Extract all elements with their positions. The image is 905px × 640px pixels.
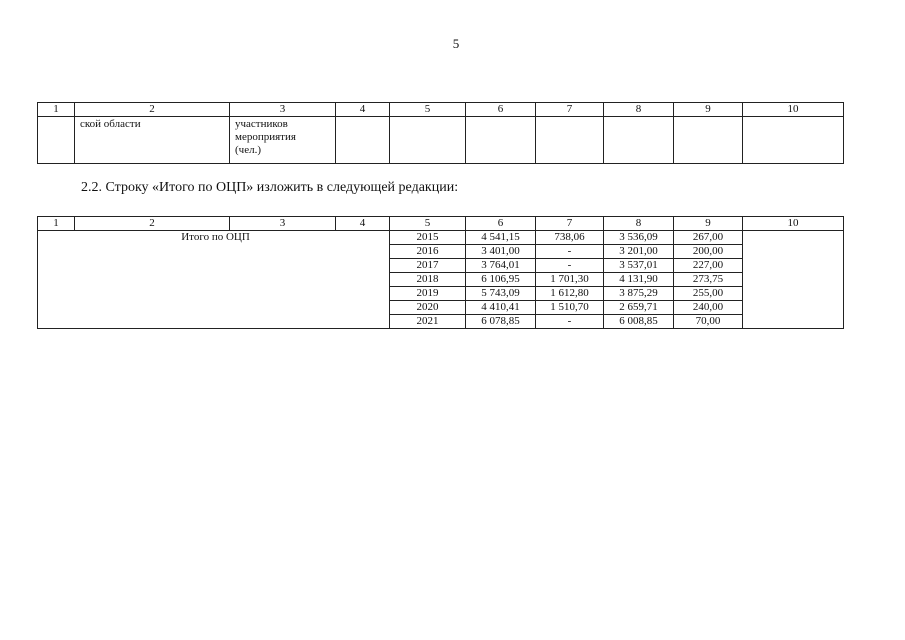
header-cell: 2 <box>75 103 230 117</box>
header-cell: 3 <box>230 103 336 117</box>
value-cell: - <box>536 245 604 259</box>
header-cell: 1 <box>38 103 75 117</box>
header-cell: 4 <box>336 217 390 231</box>
column-number-header <box>38 103 844 117</box>
table-cell <box>604 117 674 164</box>
column-number-header <box>38 217 844 231</box>
table-cell <box>75 117 230 164</box>
value-cell: 4 131,90 <box>604 273 674 287</box>
value-cell: 3 201,00 <box>604 245 674 259</box>
table-cell <box>230 117 336 164</box>
value-cell: 2 659,71 <box>604 301 674 315</box>
value-cell: 70,00 <box>674 315 743 329</box>
table-cell <box>674 117 743 164</box>
value-cell: 3 537,01 <box>604 259 674 273</box>
header-cell: 5 <box>390 103 466 117</box>
value-cell: 227,00 <box>674 259 743 273</box>
header-cell: 5 <box>390 217 466 231</box>
table-cell <box>466 117 536 164</box>
header-cell: 7 <box>536 103 604 117</box>
value-cell: 240,00 <box>674 301 743 315</box>
header-cell: 3 <box>230 217 336 231</box>
header-cell: 2 <box>75 217 230 231</box>
table-row <box>38 117 844 164</box>
year-cell: 2019 <box>390 287 466 301</box>
table-cell <box>38 117 75 164</box>
header-cell: 9 <box>674 103 743 117</box>
header-cell: 9 <box>674 217 743 231</box>
table-cell <box>743 117 844 164</box>
value-cell: 255,00 <box>674 287 743 301</box>
value-cell: 1 701,30 <box>536 273 604 287</box>
header-cell: 8 <box>604 217 674 231</box>
year-cell: 2018 <box>390 273 466 287</box>
value-cell: 1 510,70 <box>536 301 604 315</box>
value-cell: 273,75 <box>674 273 743 287</box>
indicator-line: мероприятия <box>235 131 296 143</box>
total-label: Итого по ОЦП <box>38 231 390 329</box>
year-cell: 2015 <box>390 231 466 245</box>
page-number: 5 <box>452 36 460 51</box>
value-cell: 1 612,80 <box>536 287 604 301</box>
value-cell: 200,00 <box>674 245 743 259</box>
value-cell: 3 536,09 <box>604 231 674 245</box>
table-cell <box>336 117 390 164</box>
total-cell: 6 106,95 <box>466 273 536 287</box>
total-cell: 3 764,01 <box>466 259 536 273</box>
total-cell: 6 078,85 <box>466 315 536 329</box>
indicator-line: участников <box>235 118 288 130</box>
table-row <box>38 231 844 245</box>
total-cell: 3 401,00 <box>466 245 536 259</box>
year-cell: 2017 <box>390 259 466 273</box>
header-cell: 6 <box>466 217 536 231</box>
value-cell: - <box>536 259 604 273</box>
value-cell: 267,00 <box>674 231 743 245</box>
header-cell: 6 <box>466 103 536 117</box>
value-cell: 738,06 <box>536 231 604 245</box>
total-table <box>37 216 844 329</box>
value-cell: 3 875,29 <box>604 287 674 301</box>
year-cell: 2016 <box>390 245 466 259</box>
total-cell: 4 541,15 <box>466 231 536 245</box>
total-cell: 4 410,41 <box>466 301 536 315</box>
header-cell: 10 <box>743 103 844 117</box>
table-cell <box>536 117 604 164</box>
header-cell: 1 <box>38 217 75 231</box>
total-cell: 5 743,09 <box>466 287 536 301</box>
continuation-table <box>37 102 844 164</box>
year-cell: 2021 <box>390 315 466 329</box>
value-cell: 6 008,85 <box>604 315 674 329</box>
header-cell: 8 <box>604 103 674 117</box>
indicator-text <box>230 117 335 158</box>
empty-cell <box>743 231 844 329</box>
value-cell: - <box>536 315 604 329</box>
header-cell: 4 <box>336 103 390 117</box>
header-cell: 7 <box>536 217 604 231</box>
header-cell: 10 <box>743 217 844 231</box>
instruction-paragraph: 2.2. Строку «Итого по ОЦП» изложить в следующей редакции: <box>81 180 459 195</box>
year-cell: 2020 <box>390 301 466 315</box>
region-text: ской области <box>80 118 141 130</box>
indicator-line: (чел.) <box>235 144 261 156</box>
table-cell <box>390 117 466 164</box>
